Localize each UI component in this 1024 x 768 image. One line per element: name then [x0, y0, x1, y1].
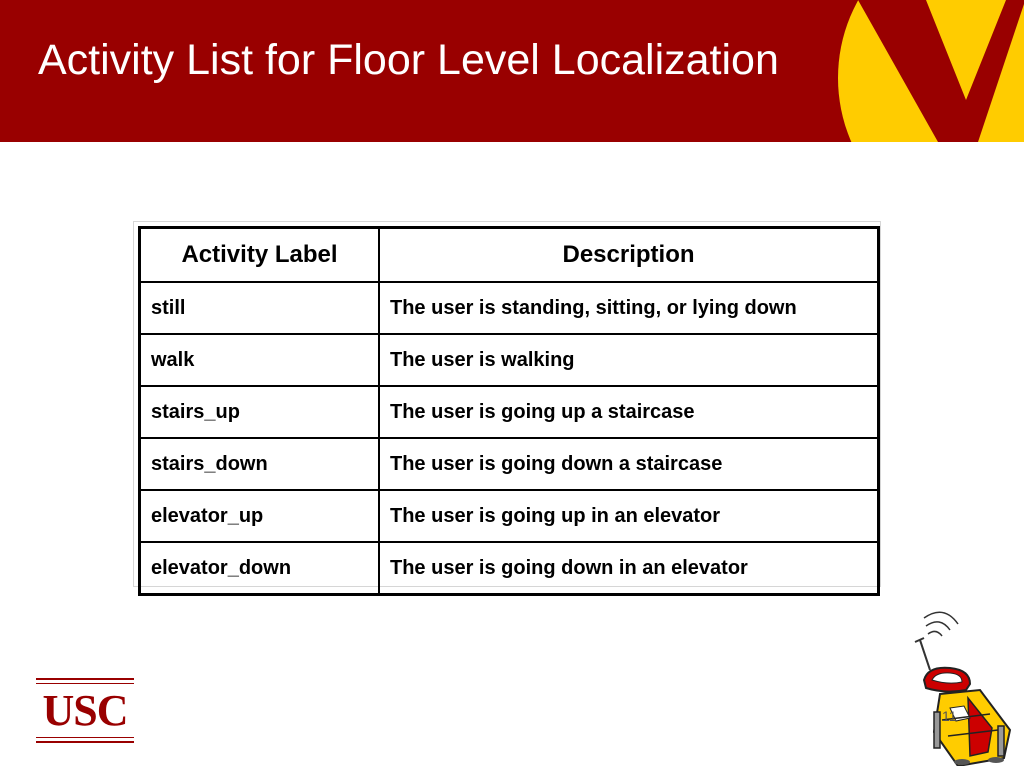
description-cell: The user is walking	[379, 334, 878, 386]
table-row	[140, 282, 878, 334]
column-header-description: Description	[379, 228, 878, 282]
usc-logo-rule-top	[36, 678, 134, 680]
usc-logo-rule-bottom-thin	[36, 737, 134, 738]
activity-label-cell: stairs_down	[140, 438, 379, 490]
table-row	[140, 386, 878, 438]
robot-mascot-icon	[910, 608, 1022, 766]
activity-table-frame	[133, 221, 881, 587]
usc-logo-text: USC	[42, 686, 128, 735]
title-banner	[0, 0, 1024, 142]
table-row	[140, 490, 878, 542]
table-row	[140, 438, 878, 490]
v-logo-icon	[838, 0, 1024, 142]
activity-label-cell: walk	[140, 334, 379, 386]
usc-logo-rule-top-thin	[36, 683, 134, 684]
usc-logo-rule-bottom	[36, 741, 134, 743]
page-number: 11	[942, 708, 957, 724]
table-row	[140, 334, 878, 386]
activity-table	[139, 227, 879, 595]
activity-label-cell: elevator_down	[140, 542, 379, 594]
activity-label-cell: still	[140, 282, 379, 334]
description-cell: The user is going up a staircase	[379, 386, 878, 438]
description-cell: The user is going down a staircase	[379, 438, 878, 490]
page-title: Activity List for Floor Level Localization	[38, 36, 779, 84]
column-header-activity-label: Activity Label	[140, 228, 379, 282]
activity-label-cell: stairs_up	[140, 386, 379, 438]
description-cell: The user is standing, sitting, or lying down	[379, 282, 878, 334]
table-header-row	[140, 228, 878, 282]
activity-label-cell: elevator_up	[140, 490, 379, 542]
description-cell: The user is going down in an elevator	[379, 542, 878, 594]
usc-logo	[36, 678, 134, 744]
table-row	[140, 542, 878, 594]
description-cell: The user is going up in an elevator	[379, 490, 878, 542]
